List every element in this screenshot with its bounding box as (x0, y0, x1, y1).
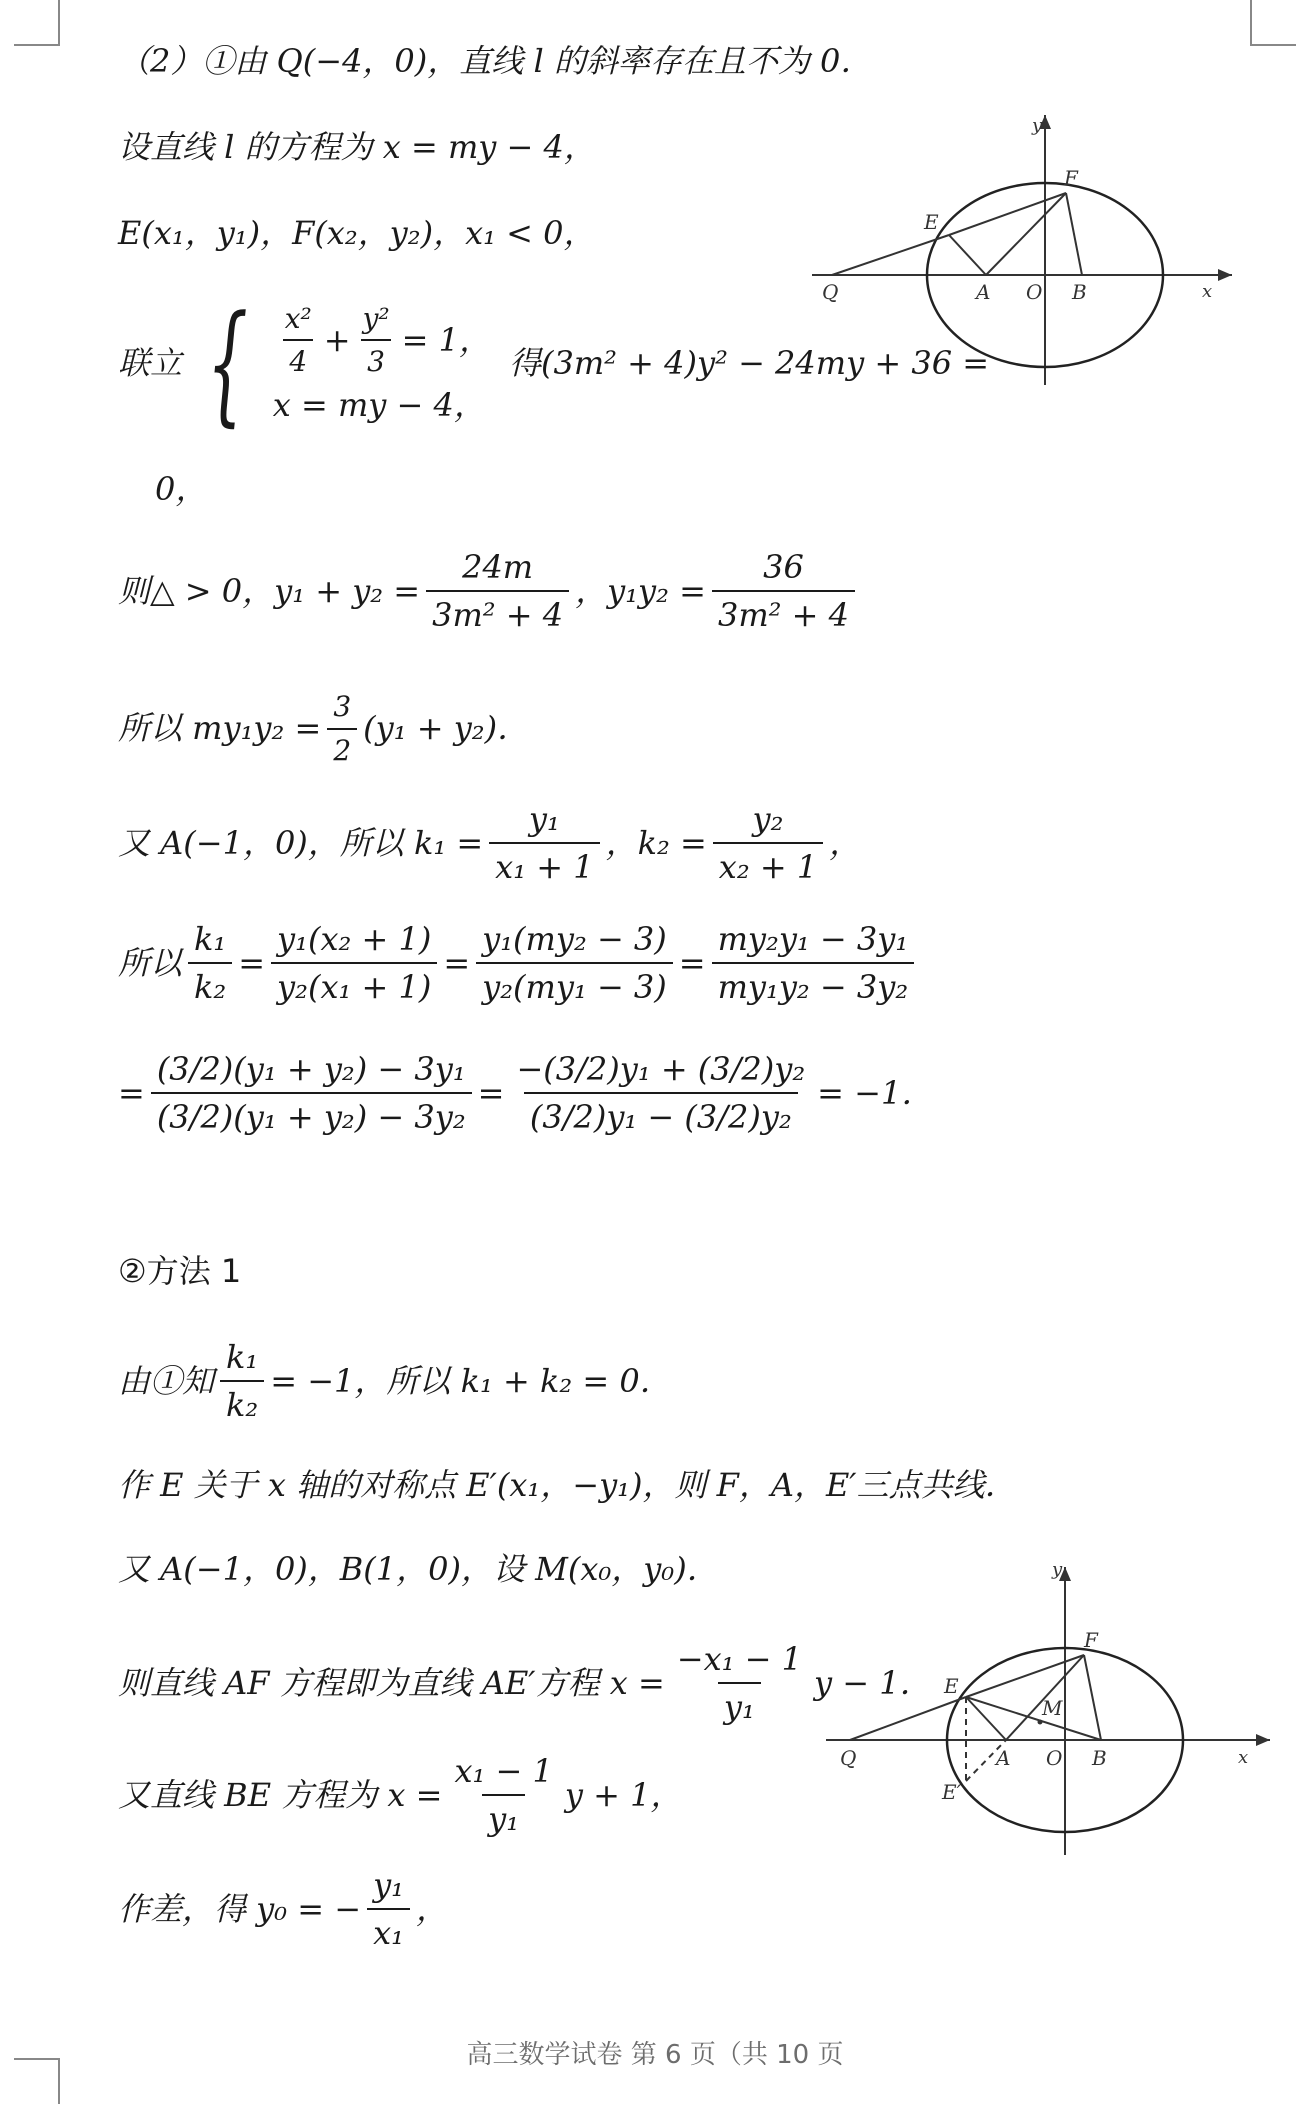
line-6-part-a: 则△ > 0，y₁ + y₂ = (118, 572, 421, 611)
line-9-prefix: 所以 (118, 944, 183, 983)
label-a: A (996, 1746, 1011, 1770)
line-12-part-b: = −1，所以 k₁ + k₂ = 0． (270, 1362, 672, 1401)
denominator: k₂ (220, 1380, 264, 1424)
system-row-1-tail: = 1， (401, 320, 491, 359)
equals-sign: = (477, 1074, 505, 1113)
numerator: y₂ (752, 800, 784, 838)
line-16-part-a: 又直线 BE 方程为 x = (118, 1776, 443, 1815)
label-q: Q (822, 280, 839, 304)
system-result: 得(3m² + 4)y² − 24my + 36 = (508, 343, 990, 382)
line-17-part-a: 作差，得 y₀ = − (118, 1890, 362, 1929)
fraction-sum (426, 548, 569, 635)
line-3-text: E(x₁，y₁)，F(x₂，y₂)，x₁ < 0， (118, 214, 596, 252)
ellipse-figure-2 (818, 1555, 1278, 1865)
numerator: 36 (763, 548, 804, 586)
equation-system (186, 287, 491, 439)
line-8-part-a: 又 A(−1，0)，所以 k₁ = (118, 824, 484, 863)
label-y: y (1052, 1559, 1063, 1580)
line-5 (155, 470, 207, 508)
fraction-product (712, 548, 855, 635)
label-e: E (924, 210, 939, 234)
line-ef (949, 193, 1066, 235)
label-f: F (1064, 166, 1078, 190)
line-15-part-a: 则直线 AF 方程即为直线 AE′方程 x = (118, 1664, 665, 1703)
ellipse-figure-1 (800, 105, 1240, 395)
label-f: F (1084, 1628, 1098, 1652)
line-13-text: 作 E 关于 x 轴的对称点 E′(x₁，−y₁)，则 F，A，E′三点共线． (118, 1466, 1017, 1504)
denominator: 2 (327, 728, 357, 768)
fraction-step-3 (712, 920, 915, 1007)
line-1-text: （2）①由 Q(−4，0)，直线 l 的斜率存在且不为 0． (118, 42, 873, 80)
denominator: x₁ (367, 1908, 410, 1952)
denominator: (3/2)(y₁ + y₂) − 3y₂ (151, 1092, 472, 1136)
line-ea (949, 235, 986, 275)
line-2-text: 设直线 l 的方程为 x = my − 4， (118, 128, 596, 166)
fraction-k1 (489, 800, 599, 887)
label-e: E (944, 1674, 959, 1698)
fraction-k1-k2 (188, 920, 232, 1007)
line-9 (118, 920, 920, 1007)
numerator: y₁ (373, 1866, 404, 1904)
fraction-k1-k2-again (220, 1338, 264, 1425)
x-axis-arrow-icon (1256, 1734, 1270, 1746)
line-12-part-a: 由①知 (118, 1362, 215, 1401)
numerator: −(3/2)y₁ + (3/2)y₂ (516, 1050, 806, 1088)
line-17 (118, 1866, 448, 1953)
system-prefix: 联立 (118, 343, 183, 382)
fraction-step-2 (476, 920, 673, 1007)
label-o: O (1046, 1746, 1063, 1770)
line-17-part-b: ， (415, 1890, 448, 1929)
crop-mark-top-right (1250, 0, 1296, 46)
numerator: k₁ (226, 1338, 259, 1376)
system-row-1 (273, 302, 491, 379)
line-7 (118, 690, 529, 767)
denominator: x₁ + 1 (489, 842, 599, 886)
page-footer: 高三数学试卷 第 6 页（共 10 页 (466, 2040, 844, 2070)
label-e-prime: E′ (942, 1780, 962, 1804)
denominator: (3/2)y₁ − (3/2)y₂ (524, 1092, 798, 1136)
line-7-part-a: 所以 my₁y₂ = (118, 709, 322, 748)
method-1-heading (118, 1252, 241, 1290)
denominator: x₂ + 1 (713, 842, 823, 886)
numerator: y² (362, 301, 390, 335)
denominator: y₁ (718, 1682, 761, 1726)
denominator: 3m² + 4 (712, 590, 855, 634)
label-a: A (976, 280, 991, 304)
line-5-text: 0， (155, 470, 208, 508)
line-14 (118, 1550, 719, 1588)
line-16-part-b: y + 1， (564, 1776, 683, 1815)
line-15-part-b: y − 1． (813, 1664, 932, 1703)
crop-mark-top-left (14, 0, 60, 46)
fraction-x2-over-4 (279, 302, 318, 379)
line-qe (832, 235, 949, 275)
numerator: y₁(my₂ − 3) (482, 920, 667, 958)
denominator: 3m² + 4 (426, 590, 569, 634)
numerator: 3 (333, 690, 352, 723)
system-row-2: x = my − 4， (272, 385, 486, 424)
fraction-y2-over-3 (357, 302, 396, 379)
left-brace: { (206, 287, 249, 439)
numerator: x² (284, 301, 312, 335)
x-axis-arrow-icon (1218, 269, 1232, 281)
fraction-step-5 (510, 1050, 811, 1137)
label-b: B (1092, 1746, 1107, 1770)
denominator: k₂ (188, 962, 232, 1006)
fraction-k2 (713, 800, 823, 887)
line-6-part-b: ，y₁y₂ = (575, 572, 706, 611)
numerator: my₂y₁ − 3y₁ (717, 920, 909, 958)
fraction-af-slope (671, 1640, 808, 1727)
line-af (986, 193, 1066, 275)
label-x: x (1202, 281, 1213, 302)
line-6 (118, 548, 861, 635)
point-m (1038, 1720, 1043, 1725)
line-15 (118, 1640, 932, 1727)
plus-sign: + (323, 320, 351, 359)
label-y: y (1032, 115, 1043, 136)
line-10-tail: = −1． (817, 1074, 934, 1113)
label-x: x (1238, 1747, 1249, 1768)
denominator: my₁y₂ − 3y₂ (712, 962, 915, 1006)
line-ef (966, 1655, 1084, 1697)
line-10 (118, 1050, 933, 1137)
fraction-3-over-2 (327, 690, 357, 767)
equals-sign: = (443, 944, 471, 983)
numerator: (3/2)(y₁ + y₂) − 3y₁ (156, 1050, 466, 1088)
line-8 (118, 800, 861, 887)
line-3 (118, 214, 595, 252)
numerator: y₁(x₂ + 1) (277, 920, 432, 958)
line-fb (1066, 193, 1082, 275)
method-1-heading-text: ②方法 1 (118, 1252, 242, 1290)
numerator: 24m (462, 548, 534, 586)
denominator: y₂(x₁ + 1) (271, 962, 437, 1006)
line-qe (850, 1697, 966, 1740)
label-m: M (1042, 1696, 1063, 1720)
line-fb (1084, 1655, 1101, 1740)
denominator: y₂(my₁ − 3) (476, 962, 673, 1006)
system-rows (273, 298, 491, 428)
line-8-part-b: ，k₂ = (605, 824, 707, 863)
label-b: B (1072, 280, 1087, 304)
line-7-part-b: (y₁ + y₂)． (363, 709, 530, 748)
line-8-part-c: ， (829, 824, 862, 863)
denominator: 3 (361, 339, 391, 379)
numerator: y₁ (528, 800, 560, 838)
numerator: −x₁ − 1 (676, 1640, 802, 1678)
numerator: k₁ (194, 920, 227, 958)
line-1 (118, 42, 872, 80)
equals-sign: = (678, 944, 706, 983)
line-12 (118, 1338, 672, 1425)
fraction-be-slope (448, 1752, 558, 1839)
denominator: 4 (283, 339, 313, 379)
line-16 (118, 1752, 682, 1839)
denominator: y₁ (482, 1794, 525, 1838)
label-q: Q (840, 1746, 857, 1770)
fraction-y0 (367, 1866, 410, 1953)
fraction-step-1 (271, 920, 437, 1007)
equals-sign: = (118, 1074, 145, 1113)
equals-sign: = (238, 944, 266, 983)
fraction-step-4 (151, 1050, 472, 1137)
numerator: x₁ − 1 (454, 1752, 553, 1790)
line-14-text: 又 A(−1，0)，B(1，0)，设 M(x₀，y₀)． (118, 1550, 719, 1588)
label-o: O (1026, 280, 1043, 304)
line-2 (118, 128, 596, 166)
line-13 (118, 1466, 1017, 1504)
